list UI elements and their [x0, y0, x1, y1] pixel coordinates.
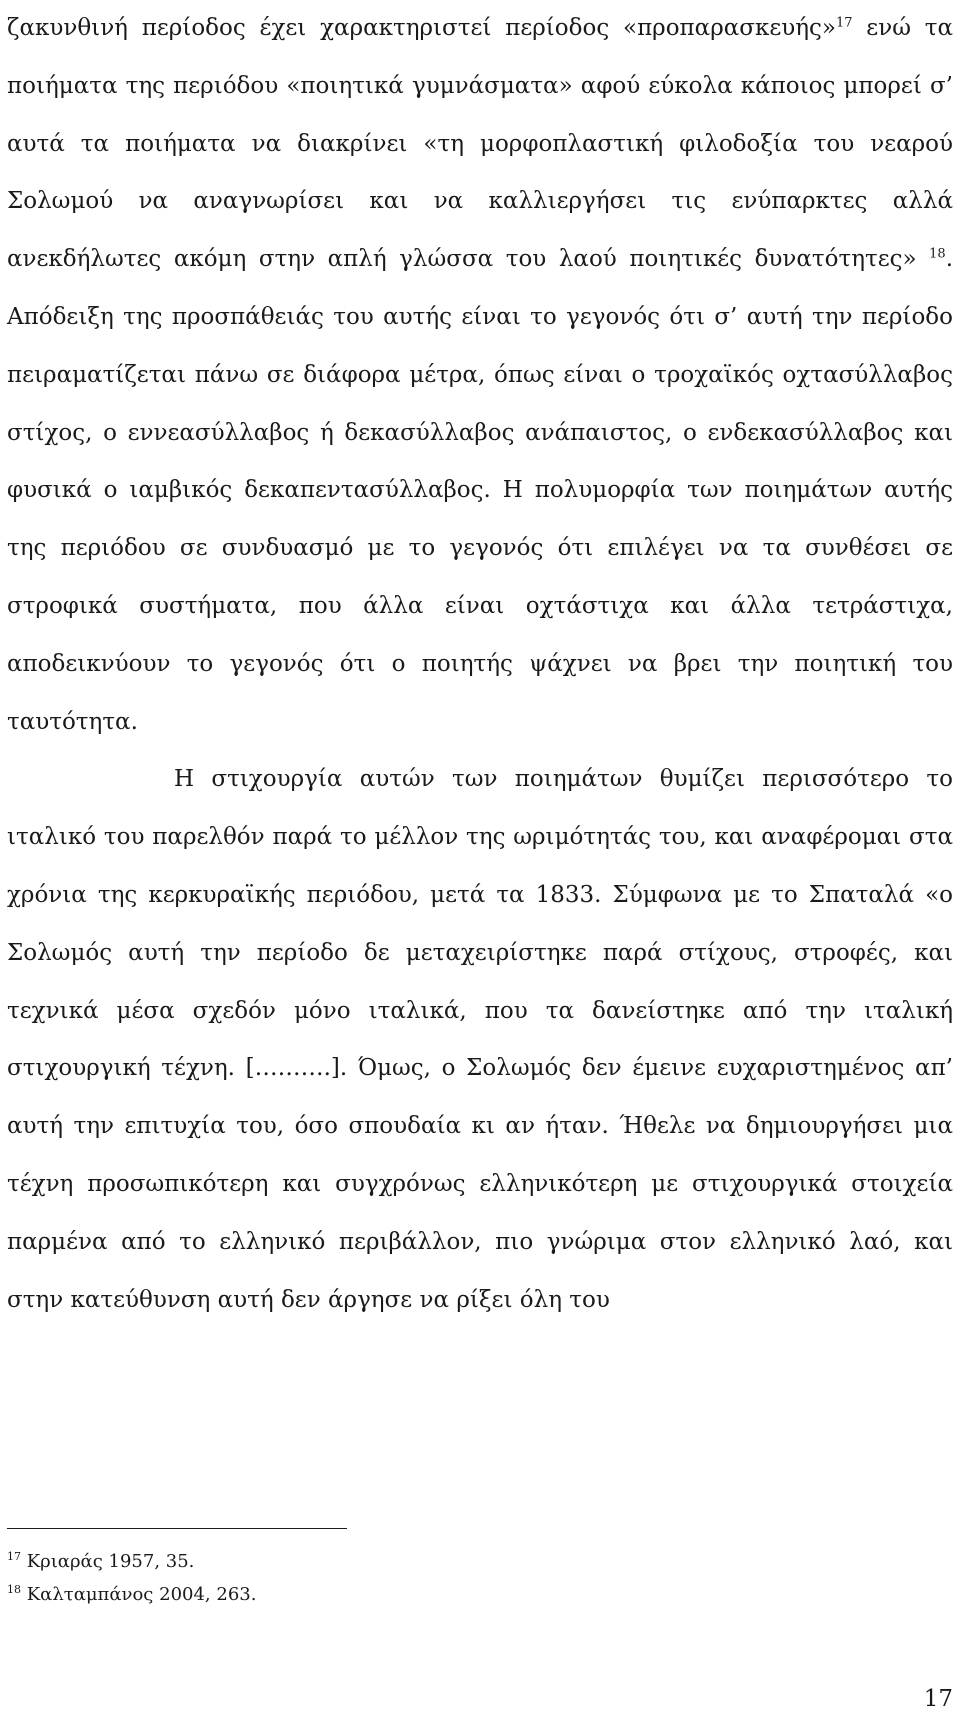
paragraph-1	[7, 0, 953, 751]
paragraph-1-part-3: . Απόδειξη της προσπάθειάς του αυτής είναι το γεγονός ότι σ’ αυτή την περίοδο πειραματίζεται πάνω σε διάφορα μέτρα, όπως είναι ο τροχαϊκός οχτασύλλαβος στίχος, ο εννεασύλλαβος ή δεκασύλλαβος ανάπαιστος, ο ενδεκασύλλαβος και φυσικά ο ιαμβικός δεκαπεντασύλλαβος. Η πολυμορφία των ποιημάτων αυτής της περιόδου σε συνδυασμό με το γεγονός ότι επιλέγει να τα συνθέσει σε στροφικά συστήματα, που άλλα είναι οχτάστιχα και άλλα τετράστιχα, αποδεικνύουν το γεγονός ότι ο ποιητής ψάχνει να βρει την ποιητική του ταυτότητα.	[7, 246, 953, 735]
paragraph-2: Η στιχουργία αυτών των ποιημάτων θυμίζει περισσότερο το ιταλικό του παρελθόν παρά το μέλλον της ωριμότητάς του, και αναφέρομαι στα χρόνια της κερκυραϊκής περιόδου, μετά τα 1833. Σύμφωνα με το Σπαταλά «ο Σολωμός αυτή την περίοδο δε μεταχειρίστηκε παρά στίχους, στροφές, και τεχνικά μέσα σχεδόν μόνο ιταλικά, που τα δανείστηκε από την ιταλική στιχουργική τέχνη. [……….]. Όμως, ο Σολωμός δεν έμεινε ευχαριστημένος απ’ αυτή την επιτυχία του, όσο σπουδαία κι αν ήταν. Ήθελε να δημιουργήσει μια τέχνη προσωπικότερη και συγχρόνως ελληνικότερη με στιχουργικά στοιχεία παρμένα από το ελληνικό περιβάλλον, πιο γνώριμα στον ελληνικό λαό, και στην κατεύθυνση αυτή δεν άργησε να ρίξει όλη του	[7, 766, 953, 1313]
footnote-text: Καλταμπάνος 2004, 263.	[21, 1584, 257, 1605]
footnote-ref-17[interactable]: 17	[835, 15, 853, 31]
footnote-number: 18	[7, 1583, 21, 1596]
footnote-number: 17	[7, 1550, 21, 1563]
footnote-18	[7, 1578, 953, 1611]
footnote-divider	[7, 1528, 347, 1529]
footnote-ref-18[interactable]: 18	[929, 246, 946, 262]
document-page	[7, 0, 953, 1722]
body-text	[7, 0, 953, 1329]
footnotes	[7, 1545, 953, 1611]
page-number: 17	[923, 1686, 953, 1712]
footnote-text: Κριαράς 1957, 35.	[21, 1551, 195, 1572]
footnote-17	[7, 1545, 953, 1578]
paragraph-1-part-2: ενώ τα ποιήματα της περιόδου «ποιητικά γυμνάσματα» αφού εύκολα κάποιος μπορεί σ’ αυτά τα ποιήματα να διακρίνει «τη μορφοπλαστική φιλοδοξία του νεαρού Σολωμού να αναγνωρίσει και να καλλιεργήσει τις ενύπαρκτες αλλά ανεκδήλωτες ακόμη στην απλή γλώσσα του λαού ποιητικές δυνατότητες»	[7, 15, 954, 273]
paragraph-1-part-1: ζακυνθινή περίοδος έχει χαρακτηριστεί περίοδος «προπαρασκευής»	[7, 15, 836, 41]
